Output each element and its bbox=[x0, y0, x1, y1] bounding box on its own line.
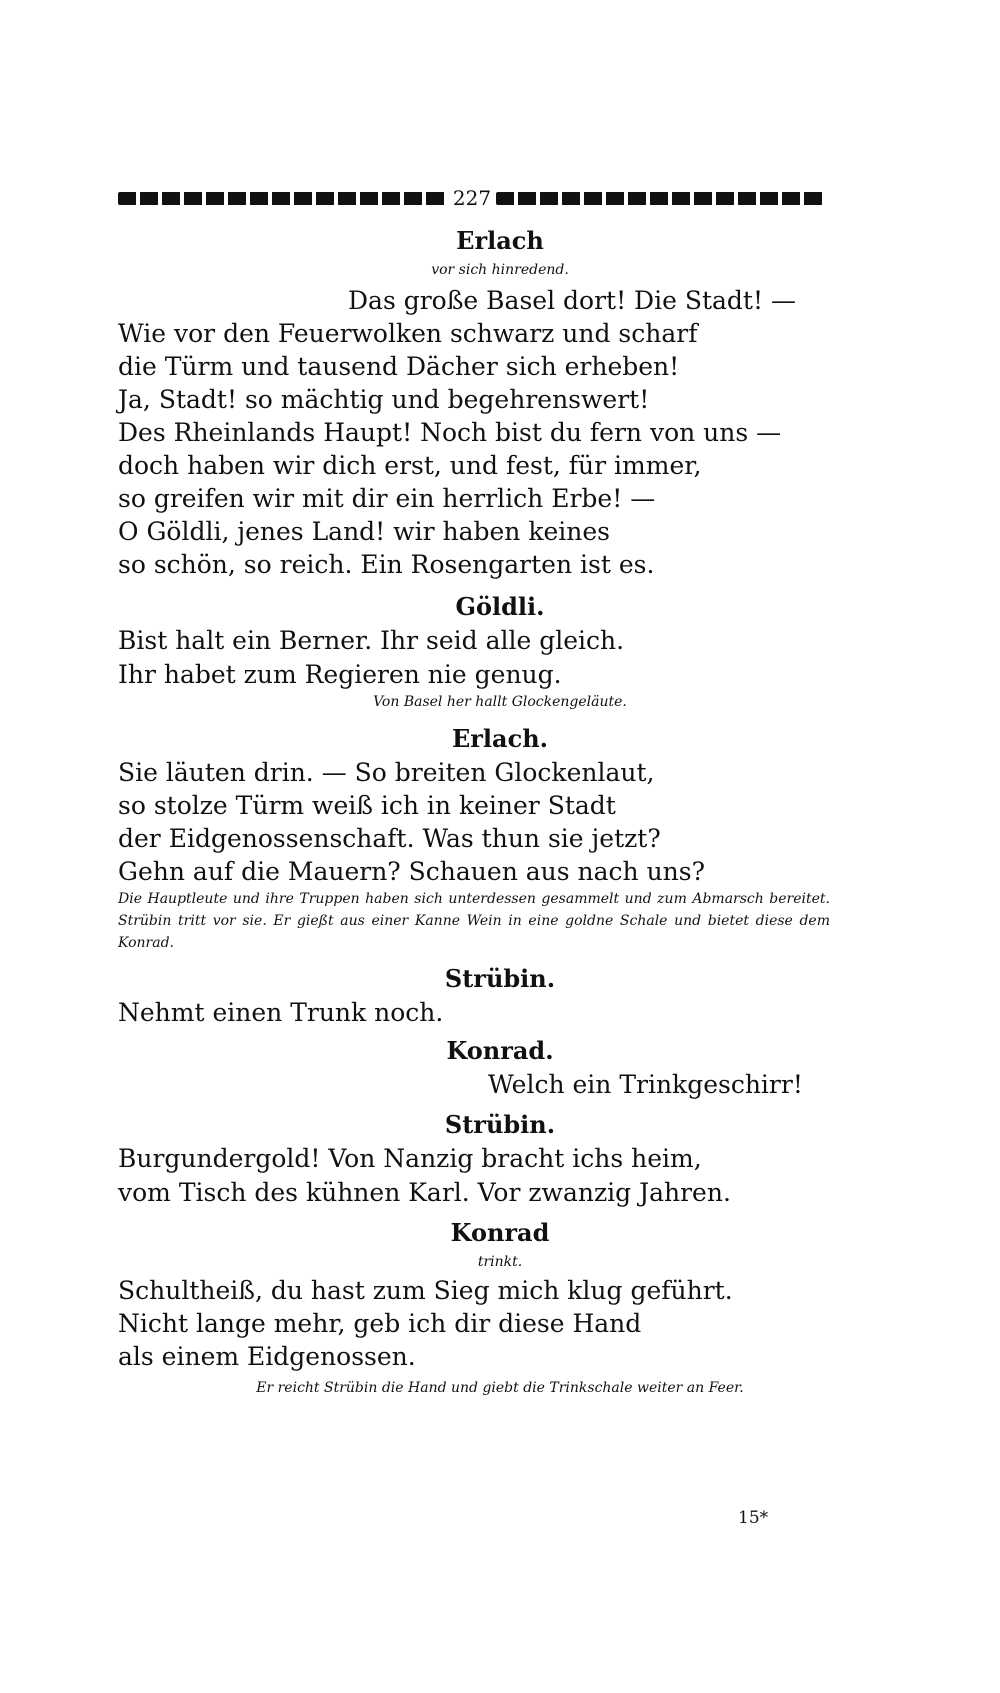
verse-line: Sie läuten drin. — So breiten Glockenlaut, bbox=[118, 758, 655, 787]
verse-line: vom Tisch des kühnen Karl. Vor zwanzig Jahren. bbox=[118, 1178, 731, 1207]
verse-line: Wie vor den Feuerwolken schwarz und scharf bbox=[118, 319, 698, 348]
speaker-konrad-2: Konrad bbox=[450, 1218, 550, 1247]
verse-line: Nicht lange mehr, geb ich dir diese Hand bbox=[118, 1309, 642, 1338]
stage-direction: Er reicht Strübin die Hand und giebt die Trinkschale weiter an Feer. bbox=[256, 1380, 744, 1396]
page-header bbox=[118, 184, 826, 212]
stage-direction: vor sich hinredend. bbox=[431, 262, 569, 278]
stage-direction: Von Basel her hallt Glockengeläute. bbox=[373, 694, 627, 710]
verse-line: Gehn auf die Mauern? Schauen aus nach uns? bbox=[118, 857, 706, 886]
speaker-struebin-2: Strübin. bbox=[444, 1110, 556, 1139]
speaker-goeldli: Göldli. bbox=[455, 592, 545, 621]
verse-line: so greifen wir mit dir ein herrlich Erbe! — bbox=[118, 484, 656, 513]
verse-line: als einem Eidgenossen. bbox=[118, 1342, 416, 1371]
verse-line: so stolze Türm weiß ich in keiner Stadt bbox=[118, 791, 616, 820]
verse-line: Des Rheinlands Haupt! Noch bist du fern von uns — bbox=[118, 418, 782, 447]
speaker-erlach-1: Erlach bbox=[456, 226, 544, 255]
verse-line: Welch ein Trinkgeschirr! bbox=[488, 1070, 803, 1099]
stage-direction: trinkt. bbox=[477, 1254, 523, 1270]
ornament-left bbox=[118, 192, 448, 205]
speaker-konrad-1: Konrad. bbox=[446, 1036, 554, 1065]
verse-line: Nehmt einen Trunk noch. bbox=[118, 998, 444, 1027]
verse-line: der Eidgenossenschaft. Was thun sie jetzt? bbox=[118, 824, 661, 853]
verse-line: Das große Basel dort! Die Stadt! — bbox=[348, 286, 796, 315]
verse-line: Ja, Stadt! so mächtig und begehrenswert! bbox=[118, 385, 650, 414]
verse-line: Schultheiß, du hast zum Sieg mich klug geführt. bbox=[118, 1276, 733, 1305]
page-number: 227 bbox=[452, 186, 492, 210]
verse-line: Burgundergold! Von Nanzig bracht ichs heim, bbox=[118, 1144, 702, 1173]
verse-line: O Göldli, jenes Land! wir haben keines bbox=[118, 517, 610, 546]
verse-line: Ihr habet zum Regieren nie genug. bbox=[118, 660, 562, 689]
verse-line: die Türm und tausend Dächer sich erheben! bbox=[118, 352, 680, 381]
speaker-struebin-1: Strübin. bbox=[444, 964, 556, 993]
verse-line: so schön, so reich. Ein Rosengarten ist es. bbox=[118, 550, 655, 579]
printer-signature: 15* bbox=[738, 1508, 769, 1528]
stage-direction-block: Die Hauptleute und ihre Truppen haben sich unterdessen gesammelt und zum Abmarsch bereitet. Strübin tritt vor sie. Er gießt aus einer Kanne Wein in eine goldne Schale und bietet diese dem Konrad. bbox=[118, 891, 830, 951]
verse-line: doch haben wir dich erst, und fest, für immer, bbox=[118, 451, 702, 480]
ornament-right bbox=[496, 192, 826, 205]
verse-line: Bist halt ein Berner. Ihr seid alle gleich. bbox=[118, 626, 625, 655]
speaker-erlach-2: Erlach. bbox=[451, 724, 549, 753]
